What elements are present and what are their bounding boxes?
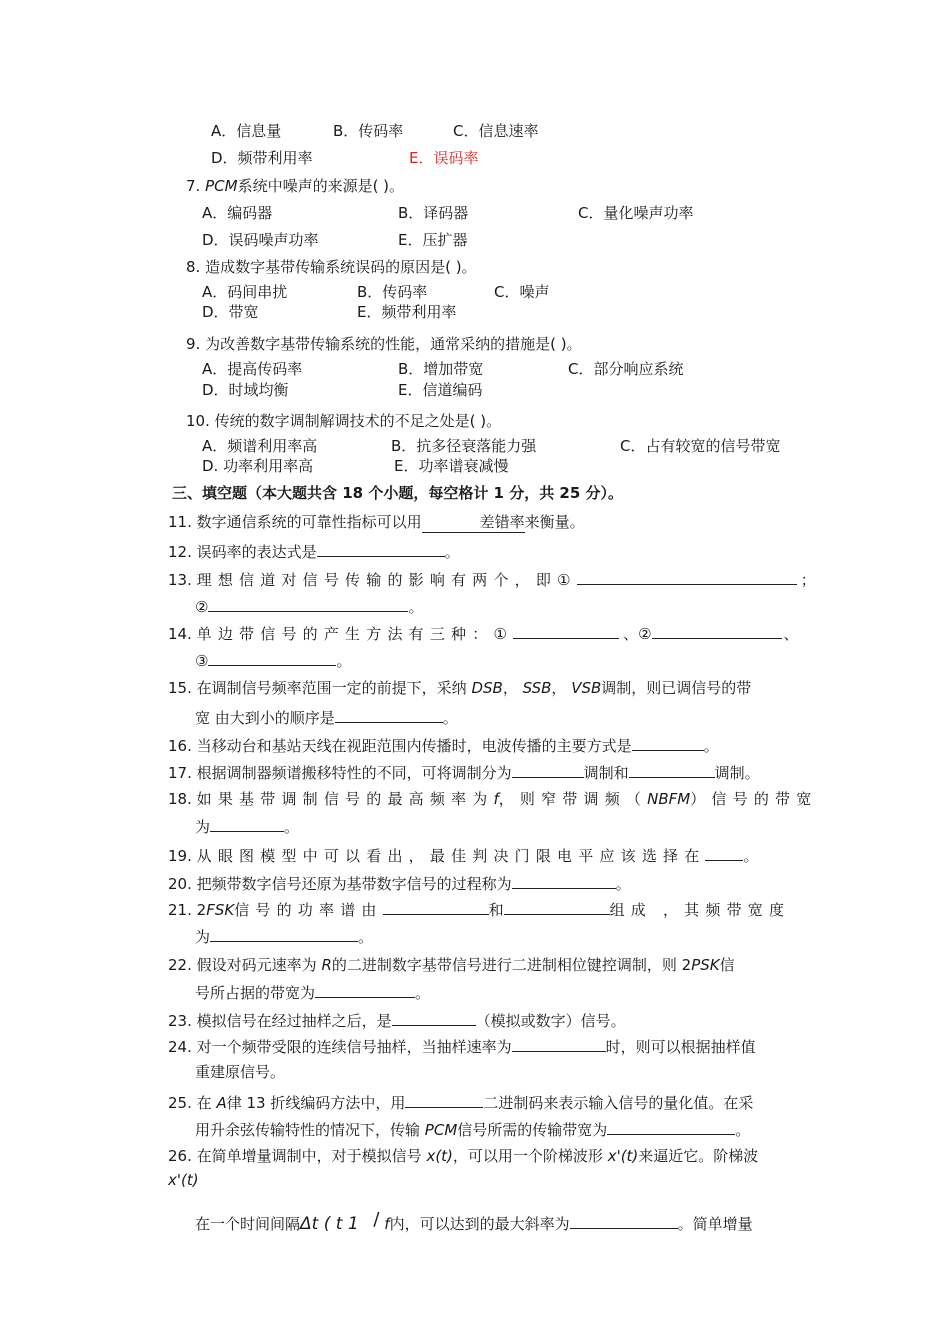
q25-text-mid: 律 13 折线编码方法中，用: [226, 1094, 406, 1112]
q21-text-mid: 和: [488, 901, 504, 919]
q17: [168, 761, 760, 783]
q7-option-e: E．压扩器: [398, 231, 468, 249]
q16-blank[interactable]: [632, 734, 704, 751]
q13: [168, 568, 816, 590]
q15-vsb: VSB: [571, 679, 602, 697]
q7-stem-text: 系统中噪声的来源是( )。: [237, 177, 405, 195]
q19-blank[interactable]: [705, 844, 743, 861]
q22-r: R: [321, 956, 332, 974]
q12-number: 12.: [168, 543, 192, 561]
q23-text: 模拟信号在经过抽样之后，是: [196, 1012, 392, 1030]
q6-option-c: C．信息速率: [453, 122, 539, 140]
q15-text-end: 调制，则已调信号的带: [601, 679, 752, 697]
q26-line-3-mid: 内，可以达到的最大斜率为: [389, 1215, 570, 1233]
q25: [168, 1091, 753, 1113]
q15-comma-2: ，: [551, 679, 567, 697]
q22-line-2-end: 。: [415, 984, 431, 1002]
q21-blank-3[interactable]: [210, 925, 358, 942]
q18-nbfm: NBFM: [647, 790, 691, 808]
q18-line-2-text: 为: [195, 818, 211, 836]
q8-option-b: B．传码率: [357, 283, 428, 301]
q13-text: 理想信道对信号传输的影响有两个，即①: [196, 571, 577, 589]
q18-blank[interactable]: [210, 815, 284, 832]
q7-option-a: A．编码器: [202, 204, 273, 222]
q25-blank-2[interactable]: [607, 1118, 735, 1135]
q26-xpt: x'(t): [607, 1147, 639, 1165]
q14-text-mid: 、②: [623, 625, 652, 643]
q23-text-end: （模拟或数字）信号。: [475, 1012, 626, 1030]
q25-blank-1[interactable]: [405, 1091, 483, 1108]
q15-number: 15.: [168, 679, 192, 697]
q25-number: 25.: [168, 1094, 192, 1112]
q10-option-d: D. 功率利用率高: [202, 457, 314, 475]
q26-number: 26.: [168, 1147, 192, 1165]
q15-ssb: SSB: [522, 679, 552, 697]
q16-text: 当移动台和基站天线在视距范围内传播时，电波传播的主要方式是: [196, 737, 632, 755]
q11-number: 11.: [168, 513, 192, 531]
q20-blank[interactable]: [512, 872, 616, 889]
q22-line-2: [195, 981, 430, 1003]
q25-pcm: PCM: [424, 1121, 458, 1139]
q18: [168, 789, 817, 809]
q18-text: 如果基带调制信号的最高频率为: [196, 790, 494, 808]
q18-f: f: [493, 790, 499, 808]
q12-text-end: 。: [444, 543, 460, 561]
q12-blank[interactable]: [317, 540, 445, 557]
q6-option-a: A．信息量: [211, 122, 282, 140]
q23-blank[interactable]: [392, 1009, 476, 1026]
q26: [168, 1146, 758, 1166]
q21-text: 信号的功率谱由: [234, 901, 383, 919]
q18-text-end: ）信号的带宽: [690, 790, 818, 808]
q15-text: 在调制信号频率范围一定的前提下，采纳: [196, 679, 467, 697]
q21: [168, 898, 790, 920]
q22-text-end: 信: [719, 956, 735, 974]
q24: [168, 1035, 756, 1057]
q17-text: 根据调制器频谱搬移特性的不同，可将调制分为: [196, 764, 512, 782]
q16-text-end: 。: [703, 737, 719, 755]
q13-text-end: ；: [800, 571, 816, 589]
q13-blank-2[interactable]: [208, 595, 408, 612]
q25-text-end: 二进制码来表示输入信号的量化值。在采: [483, 1094, 754, 1112]
q7-option-c: C．量化噪声功率: [578, 204, 694, 222]
q14-line-2: [195, 649, 351, 671]
q8-option-e: E．频带利用率: [357, 303, 457, 321]
q19-number: 19.: [168, 847, 192, 865]
q10-option-b: B．抗多径衰落能力强: [391, 437, 537, 455]
q12: [168, 540, 460, 562]
q14-text-end: 、: [783, 625, 799, 643]
q24-text: 对一个频带受限的连续信号抽样，当抽样速率为: [196, 1038, 512, 1056]
q11-text: 数字通信系统的可靠性指标可以用: [196, 513, 422, 531]
q7-number: 7.: [186, 177, 201, 195]
q26-line-2: x'(t): [168, 1171, 199, 1189]
q14-text: 单边带信号的产生方法有三种：①: [196, 625, 514, 643]
q9-option-e: E．信道编码: [398, 381, 483, 399]
q26-fs: f: [384, 1215, 390, 1233]
q11-answer-blank: [422, 512, 525, 533]
q14-line-2-end: 。: [336, 652, 352, 670]
q15-line-2-end: 。: [442, 709, 458, 727]
q18-line-2: [195, 815, 299, 837]
q8-option-c: C．噪声: [494, 283, 550, 301]
q19-text-end: 。: [743, 847, 759, 865]
q11: [168, 512, 585, 533]
q13-line-2: [195, 595, 423, 617]
q23: [168, 1009, 626, 1031]
q24-text-end: 时，则可以根据抽样值: [605, 1038, 756, 1056]
q21-line-2-text: 为: [195, 928, 211, 946]
q15-dsb: DSB: [471, 679, 503, 697]
q6-option-b: B．传码率: [333, 122, 404, 140]
q17-blank-1[interactable]: [512, 761, 584, 778]
q11-answer: 差错率: [479, 513, 525, 531]
q17-text-mid: 调制和: [583, 764, 629, 782]
q10-option-c: C．占有较宽的信号带宽: [620, 437, 781, 455]
q21-number: 21.: [168, 901, 192, 919]
q22-text-mid: 的二进制数字基带信号进行二进制相位键控调制，则 2: [331, 956, 692, 974]
q19: [168, 844, 758, 866]
section-heading: 三、填空题（本大题共含 18 个小题，每空格计 1 分，共 25 分）。: [172, 484, 624, 502]
q26-line-3-text: 在一个时间间隔: [195, 1215, 301, 1233]
q21-blank-1[interactable]: [383, 898, 489, 915]
q25-text: 在: [196, 1094, 212, 1112]
q7-option-b: B．译码器: [398, 204, 469, 222]
q24-blank[interactable]: [512, 1035, 606, 1052]
q26-blank[interactable]: [570, 1212, 678, 1229]
q20-number: 20.: [168, 875, 192, 893]
q15-comma-1: ，: [502, 679, 518, 697]
q13-marker-2: ②: [195, 598, 209, 616]
q21-line-2: [195, 925, 373, 947]
q16-number: 16.: [168, 737, 192, 755]
q9-stem: 9. 为改善数字基带传输系统的性能，通常采纳的措施是( )。: [186, 335, 582, 353]
q14: [168, 622, 799, 644]
q22-number: 22.: [168, 956, 192, 974]
q8-stem: 8. 造成数字基带传输系统误码的原因是( )。: [186, 258, 477, 276]
q24-line-2: 重建原信号。: [195, 1063, 286, 1081]
q26-slash: /: [373, 1209, 380, 1230]
q13-blank-1[interactable]: [577, 568, 797, 585]
q13-number: 13.: [168, 571, 192, 589]
q8-option-d: D．带宽: [202, 303, 259, 321]
q22: [168, 955, 735, 975]
q14-blank-3[interactable]: [208, 649, 336, 666]
q26-text: 在简单增量调制中，对于模拟信号: [196, 1147, 422, 1165]
q17-text-end: 调制。: [714, 764, 760, 782]
q10-option-a: A．频谱利用率高: [202, 437, 318, 455]
q18-number: 18.: [168, 790, 192, 808]
q15-line-2: [195, 706, 458, 728]
q23-number: 23.: [168, 1012, 192, 1030]
q21-blank-2[interactable]: [504, 898, 610, 915]
q26-text-mid: ，可以用一个阶梯波形: [452, 1147, 603, 1165]
q21-text-end: 组成 ，其频带宽度: [609, 901, 791, 919]
q20-text: 把频带数字信号还原为基带数字信号的过程称为: [196, 875, 512, 893]
q6-option-d: D．频带利用率: [211, 149, 313, 167]
q8-option-a: A．码间串扰: [202, 283, 288, 301]
q25-line-2: [195, 1118, 750, 1140]
q25-line-2-end: 。: [735, 1121, 751, 1139]
q24-number: 24.: [168, 1038, 192, 1056]
q6-option-e-answer: E．误码率: [409, 149, 479, 167]
q14-blank-2[interactable]: [652, 622, 782, 639]
q18-line-2-end: 。: [284, 818, 300, 836]
q22-blank[interactable]: [315, 981, 415, 998]
q11-text-end: 来衡量。: [524, 513, 585, 531]
q14-number: 14.: [168, 625, 192, 643]
q10-stem: 10. 传统的数字调制解调技术的不足之处是( )。: [186, 412, 502, 430]
q12-text: 误码率的表达式是: [196, 543, 317, 561]
q14-marker-3: ③: [195, 652, 209, 670]
q7-pcm: PCM: [205, 177, 238, 195]
q14-blank-1[interactable]: [513, 622, 619, 639]
q9-option-d: D．时域均衡: [202, 381, 289, 399]
q16: [168, 734, 719, 756]
q26-text-end: 来逼近它。阶梯波: [638, 1147, 759, 1165]
q26-xt: x(t): [426, 1147, 453, 1165]
q15-blank[interactable]: [335, 706, 443, 723]
q25-a: A: [216, 1094, 227, 1112]
q17-blank-2[interactable]: [629, 761, 715, 778]
q10-option-e: E．功率谱衰减慢: [394, 457, 509, 475]
q21-line-2-end: 。: [358, 928, 374, 946]
q18-text-mid: ，则窄带调频（: [498, 790, 648, 808]
q21-two: 2: [196, 901, 207, 919]
q20: [168, 872, 631, 894]
q22-line-2-text: 号所占据的带宽为: [195, 984, 316, 1002]
q21-fsk: FSK: [206, 901, 235, 919]
q7-option-d: D．误码噪声功率: [202, 231, 319, 249]
q9-option-b: B．增加带宽: [398, 360, 484, 378]
q26-delta-t: Δt ( t 1: [300, 1214, 359, 1234]
q15: [168, 678, 751, 698]
q19-text: 从眼图模型中可以看出，最佳判决门限电平应该选择在: [196, 847, 706, 865]
q25-line-2-mid: 信号所需的传输带宽为: [457, 1121, 608, 1139]
q26-line-3: [195, 1209, 753, 1234]
q9-option-c: C．部分响应系统: [568, 360, 684, 378]
q22-text: 假设对码元速率为: [196, 956, 317, 974]
q7-stem: [186, 176, 404, 196]
q13-line-2-end: 。: [408, 598, 424, 616]
q9-option-a: A．提高传码率: [202, 360, 303, 378]
q25-line-2-text: 用升余弦传输特性的情况下，传输: [195, 1121, 421, 1139]
q22-psk: PSK: [691, 956, 720, 974]
q26-line-3-end: 。简单增量: [677, 1215, 753, 1233]
q17-number: 17.: [168, 764, 192, 782]
q15-line-2-text: 宽 由大到小的顺序是: [195, 709, 335, 727]
q20-text-end: 。: [615, 875, 631, 893]
